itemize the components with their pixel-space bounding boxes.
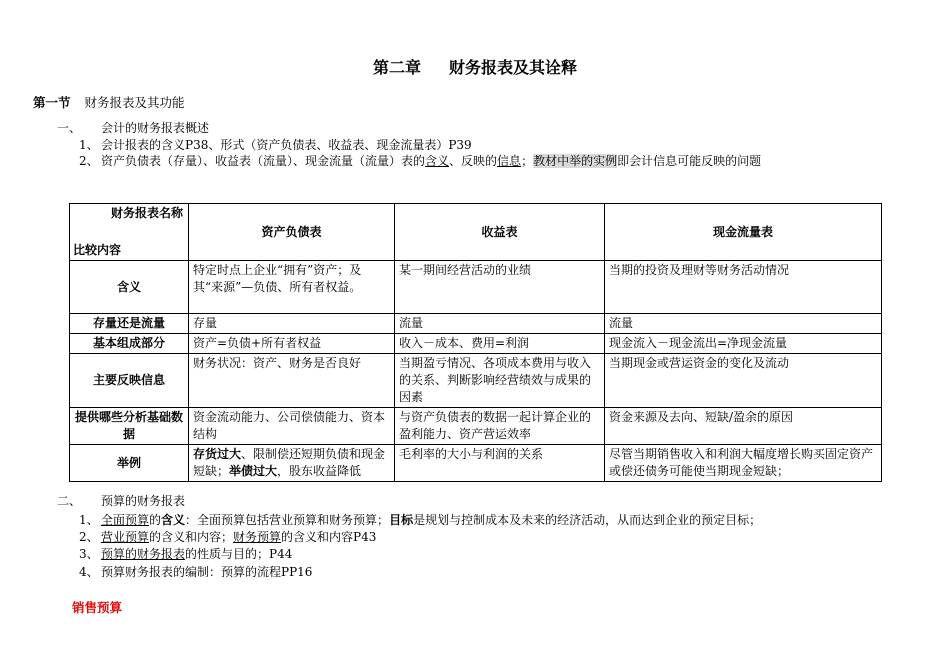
col-header: 资产负债表 bbox=[189, 204, 395, 261]
section-number: 第一节 bbox=[33, 95, 71, 110]
table-cell: 收入－成本、费用=利润 bbox=[395, 334, 605, 354]
row-label: 主要反映信息 bbox=[70, 354, 189, 408]
table-header-row bbox=[70, 204, 882, 261]
highlighted-text: 教材中举的实例 bbox=[533, 154, 618, 168]
section-heading bbox=[33, 93, 185, 111]
table-cell: 存货过大、限制偿还短期负债和现金短缺；举债过大，股东收益降低 bbox=[189, 445, 395, 482]
sales-budget-heading: 销售预算 bbox=[72, 600, 123, 615]
table-row bbox=[70, 334, 882, 354]
table-cell: 资金流动能力、公司偿债能力、资本结构 bbox=[189, 408, 395, 445]
comparison-table bbox=[69, 203, 882, 482]
part2-heading: 二、 预算的财务报表 bbox=[57, 494, 186, 508]
table-cell: 与资产负债表的数据一起计算企业的盈利能力、资产营运效率 bbox=[395, 408, 605, 445]
table-cell: 某一期间经营活动的业绩 bbox=[395, 261, 605, 314]
part2-item-3: 3、 预算的财务报表的性质与目的；P44 bbox=[79, 547, 293, 561]
table-cell: 财务状况：资产、财务是否良好 bbox=[189, 354, 395, 408]
table-cell: 尽管当期销售收入和利润大幅度增长购买固定资产或偿还债务可能使当期现金短缺； bbox=[605, 445, 882, 482]
table-cell: 特定时点上企业“拥有”资产；及其“来源”—负债、所有者权益。 bbox=[189, 261, 395, 314]
row-label: 存量还是流量 bbox=[70, 314, 189, 334]
table-cell: 当期盈亏情况、各项成本费用与收入的关系、判断影响经营绩效与成果的因素 bbox=[395, 354, 605, 408]
section-name: 财务报表及其功能 bbox=[84, 95, 185, 110]
col-header: 收益表 bbox=[395, 204, 605, 261]
part1-item-1: 1、 会计报表的含义P38、形式（资产负债表、收益表、现金流量表）P39 bbox=[79, 138, 472, 152]
table-row bbox=[70, 408, 882, 445]
part1-heading: 一、 会计的财务报表概述 bbox=[57, 121, 210, 135]
table-cell: 流量 bbox=[395, 314, 605, 334]
table-row bbox=[70, 445, 882, 482]
table-corner-cell: 财务报表名称 比较内容 bbox=[70, 204, 189, 261]
table-row bbox=[70, 261, 882, 314]
table-cell: 资产=负债+所有者权益 bbox=[189, 334, 395, 354]
chapter-number: 第二章 bbox=[372, 58, 421, 77]
table-cell: 现金流入－现金流出=净现金流量 bbox=[605, 334, 882, 354]
chapter-name: 财务报表及其诠释 bbox=[449, 58, 578, 77]
row-label: 基本组成部分 bbox=[70, 334, 189, 354]
chapter-title bbox=[0, 55, 950, 78]
table-row bbox=[70, 314, 882, 334]
table-cell: 流量 bbox=[605, 314, 882, 334]
table-cell: 毛利率的大小与利润的关系 bbox=[395, 445, 605, 482]
part1-item-2: 2、 资产负债表（存量）、收益表（流量）、现金流量（流量）表的含义、反映的信息；教材中举的实例即会计信息可能反映的问题 bbox=[79, 154, 762, 168]
row-label: 举例 bbox=[70, 445, 189, 482]
row-label: 提供哪些分析基础数据 bbox=[70, 408, 189, 445]
table-cell: 资金来源及去向、短缺/盈余的原因 bbox=[605, 408, 882, 445]
table-cell: 当期的投资及理财等财务活动情况 bbox=[605, 261, 882, 314]
part2-item-1: 1、 全面预算的含义：全面预算包括营业预算和财务预算；目标是规划与控制成本及未来的经济活动，从而达到企业的预定目标； bbox=[79, 513, 762, 527]
part2-item-2: 2、 营业预算的含义和内容；财务预算的含义和内容P43 bbox=[79, 530, 377, 544]
col-header: 现金流量表 bbox=[605, 204, 882, 261]
table-row bbox=[70, 354, 882, 408]
table-cell: 当期现金或营运资金的变化及流动 bbox=[605, 354, 882, 408]
part2-item-4: 4、 预算财务报表的编制：预算的流程PP16 bbox=[79, 565, 313, 579]
table-cell: 存量 bbox=[189, 314, 395, 334]
row-label: 含义 bbox=[70, 261, 189, 314]
